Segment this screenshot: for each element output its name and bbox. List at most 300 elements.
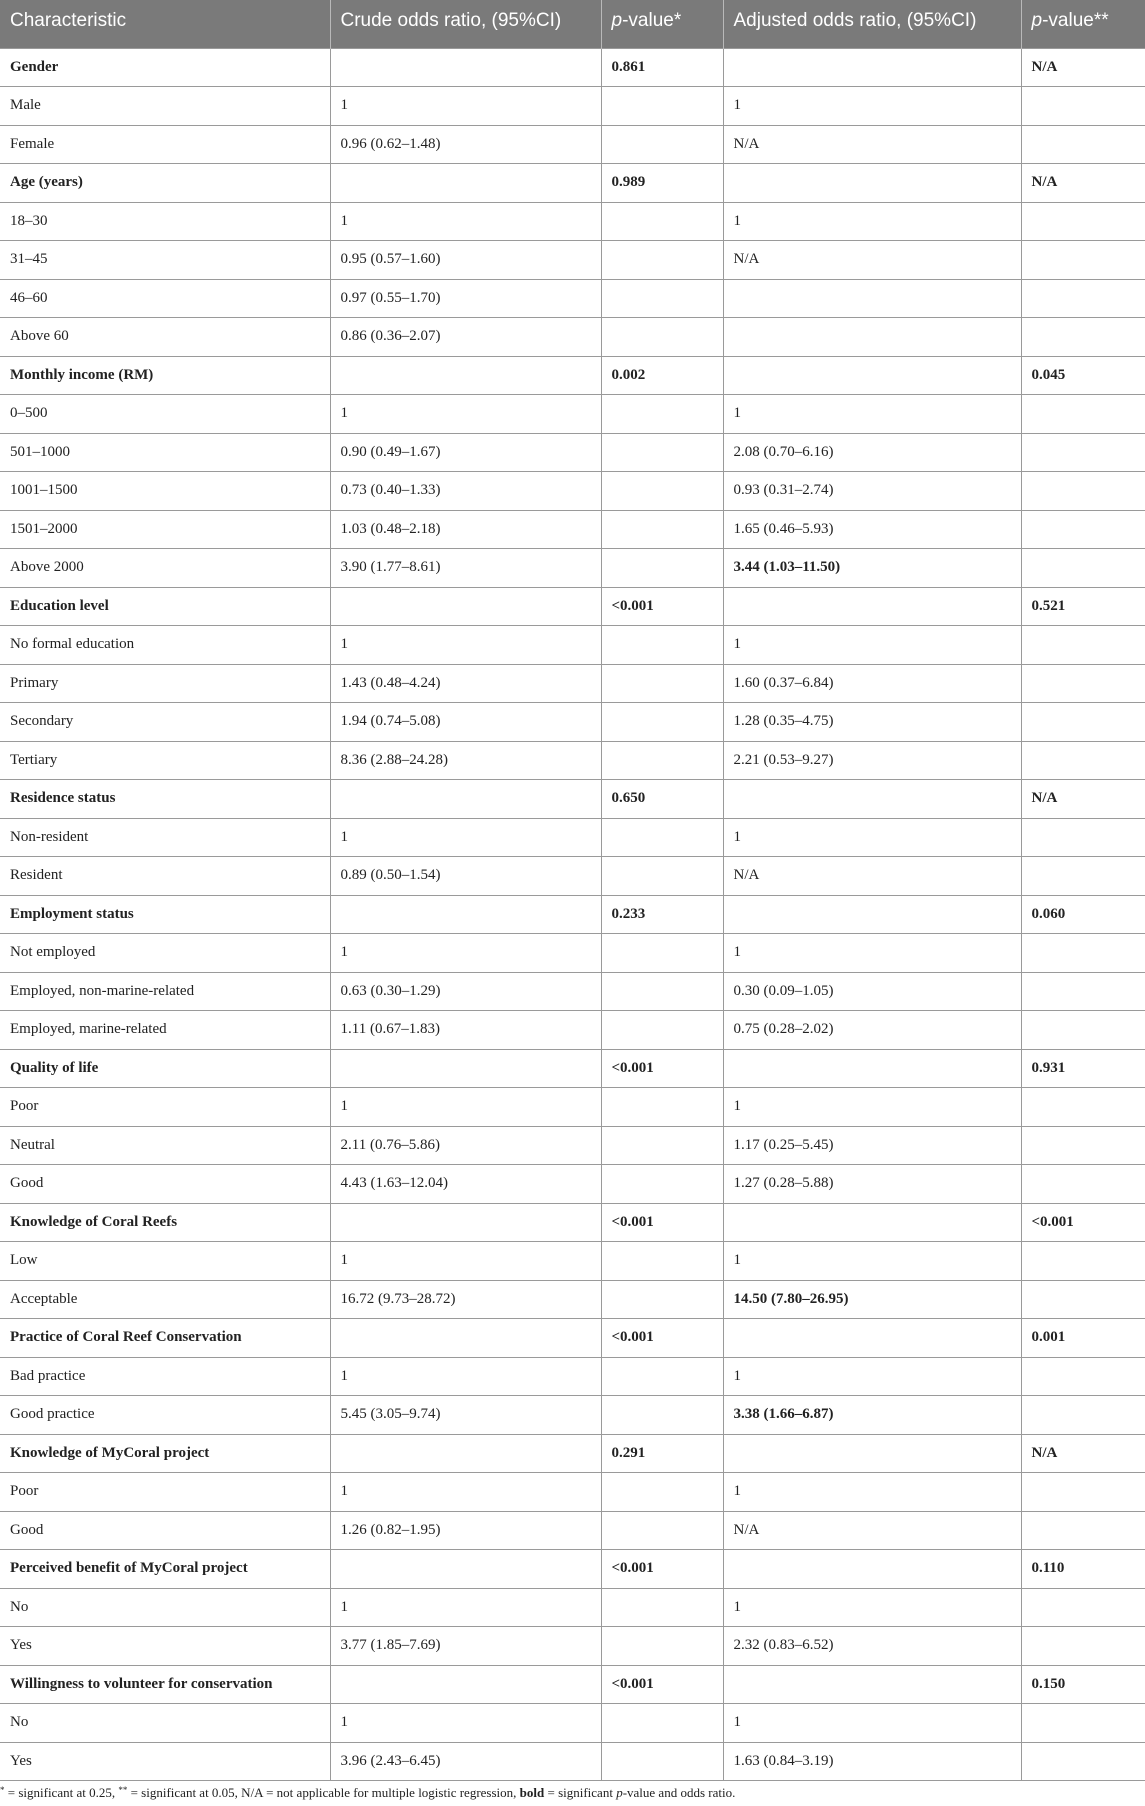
cell-p-value-crude xyxy=(601,1511,723,1550)
cell-characteristic xyxy=(0,1434,330,1473)
cell-crude-odds-ratio-text: 1 xyxy=(340,1483,348,1500)
cell-adjusted-odds-ratio-text: 1 xyxy=(733,212,741,229)
cell-p-value-adjusted-text: 0.521 xyxy=(1031,597,1066,614)
cell-crude-odds-ratio xyxy=(330,1126,601,1165)
table-row xyxy=(0,1627,1145,1666)
cell-crude-odds-ratio xyxy=(330,549,601,588)
table-group-row xyxy=(0,895,1145,934)
cell-p-value-adjusted-text: 0.931 xyxy=(1031,1059,1066,1076)
table-row xyxy=(0,1473,1145,1512)
cell-crude-odds-ratio xyxy=(330,1357,601,1396)
cell-crude-odds-ratio xyxy=(330,433,601,472)
cell-characteristic xyxy=(0,279,330,318)
cell-p-value-crude-text: 0.650 xyxy=(611,790,646,807)
cell-p-value-adjusted-text: <0.001 xyxy=(1031,1213,1074,1230)
cell-characteristic-text: No xyxy=(10,1598,29,1615)
cell-characteristic-text: Employed, marine-related xyxy=(10,1021,167,1038)
cell-crude-odds-ratio-text: 1 xyxy=(340,1252,348,1269)
table-row xyxy=(0,472,1145,511)
cell-adjusted-odds-ratio-text: 2.21 (0.53–9.27) xyxy=(733,751,834,768)
cell-p-value-adjusted-text: 0.060 xyxy=(1031,905,1066,922)
cell-adjusted-odds-ratio xyxy=(723,626,1021,665)
cell-characteristic xyxy=(0,472,330,511)
cell-adjusted-odds-ratio xyxy=(723,1319,1021,1358)
cell-p-value-adjusted xyxy=(1021,1742,1145,1781)
cell-adjusted-odds-ratio-text: 1 xyxy=(733,636,741,653)
cell-characteristic-text: Employed, non-marine-related xyxy=(10,982,195,999)
cell-p-value-crude-text: <0.001 xyxy=(611,1675,654,1692)
cell-crude-odds-ratio-text: 5.45 (3.05–9.74) xyxy=(340,1406,441,1423)
cell-crude-odds-ratio xyxy=(330,1627,601,1666)
cell-adjusted-odds-ratio xyxy=(723,1704,1021,1743)
cell-p-value-adjusted xyxy=(1021,1396,1145,1435)
cell-adjusted-odds-ratio xyxy=(723,1550,1021,1589)
cell-characteristic xyxy=(0,433,330,472)
cell-crude-odds-ratio xyxy=(330,125,601,164)
cell-characteristic-text: Residence status xyxy=(10,790,116,807)
cell-p-value-adjusted xyxy=(1021,1011,1145,1050)
cell-characteristic xyxy=(0,48,330,87)
cell-characteristic xyxy=(0,703,330,742)
cell-p-value-crude xyxy=(601,48,723,87)
cell-adjusted-odds-ratio-text: 1 xyxy=(733,1483,741,1500)
cell-adjusted-odds-ratio-text: N/A xyxy=(733,251,760,268)
cell-characteristic xyxy=(0,87,330,126)
cell-characteristic xyxy=(0,125,330,164)
cell-p-value-crude xyxy=(601,1473,723,1512)
cell-adjusted-odds-ratio xyxy=(723,703,1021,742)
cell-p-value-crude-text: <0.001 xyxy=(611,1560,654,1577)
cell-p-value-adjusted xyxy=(1021,125,1145,164)
cell-adjusted-odds-ratio-text: 1.60 (0.37–6.84) xyxy=(733,674,834,691)
cell-crude-odds-ratio xyxy=(330,1434,601,1473)
cell-p-value-crude xyxy=(601,1434,723,1473)
cell-characteristic xyxy=(0,1473,330,1512)
cell-p-value-crude xyxy=(601,279,723,318)
table-body xyxy=(0,48,1145,1781)
cell-p-value-adjusted xyxy=(1021,780,1145,819)
cell-crude-odds-ratio xyxy=(330,972,601,1011)
cell-crude-odds-ratio-text: 3.77 (1.85–7.69) xyxy=(340,1637,441,1654)
cell-characteristic-text: Practice of Coral Reef Conservation xyxy=(10,1329,242,1346)
cell-characteristic-text: Good practice xyxy=(10,1406,95,1423)
cell-p-value-adjusted xyxy=(1021,1126,1145,1165)
cell-p-value-crude xyxy=(601,972,723,1011)
cell-adjusted-odds-ratio xyxy=(723,48,1021,87)
cell-characteristic xyxy=(0,972,330,1011)
table-row xyxy=(0,279,1145,318)
table-row xyxy=(0,1511,1145,1550)
cell-crude-odds-ratio xyxy=(330,395,601,434)
cell-p-value-adjusted xyxy=(1021,934,1145,973)
cell-p-value-adjusted xyxy=(1021,433,1145,472)
cell-crude-odds-ratio xyxy=(330,164,601,203)
cell-adjusted-odds-ratio-text: 0.93 (0.31–2.74) xyxy=(733,482,834,499)
table-header xyxy=(0,0,1145,48)
cell-characteristic xyxy=(0,895,330,934)
cell-characteristic xyxy=(0,1742,330,1781)
cell-characteristic-text: 31–45 xyxy=(10,251,48,268)
cell-p-value-crude-text: <0.001 xyxy=(611,1059,654,1076)
cell-adjusted-odds-ratio-text: 1.27 (0.28–5.88) xyxy=(733,1175,834,1192)
cell-p-value-crude xyxy=(601,934,723,973)
cell-adjusted-odds-ratio xyxy=(723,1280,1021,1319)
cell-adjusted-odds-ratio-text: 1 xyxy=(733,1098,741,1115)
cell-crude-odds-ratio xyxy=(330,279,601,318)
cell-p-value-adjusted-text: N/A xyxy=(1031,1444,1058,1461)
cell-p-value-adjusted-text: 0.045 xyxy=(1031,366,1066,383)
cell-adjusted-odds-ratio-text: 0.75 (0.28–2.02) xyxy=(733,1021,834,1038)
table-row xyxy=(0,703,1145,742)
cell-characteristic xyxy=(0,780,330,819)
cell-characteristic xyxy=(0,202,330,241)
cell-adjusted-odds-ratio-text: 1 xyxy=(733,1714,741,1731)
cell-p-value-crude xyxy=(601,741,723,780)
table-row xyxy=(0,972,1145,1011)
cell-p-value-adjusted xyxy=(1021,472,1145,511)
table-row xyxy=(0,741,1145,780)
cell-p-value-crude-text: 0.291 xyxy=(611,1444,646,1461)
cell-p-value-crude xyxy=(601,1627,723,1666)
cell-crude-odds-ratio xyxy=(330,1588,601,1627)
cell-p-value-crude xyxy=(601,1665,723,1704)
cell-p-value-crude xyxy=(601,472,723,511)
cell-characteristic-text: Primary xyxy=(10,674,59,691)
cell-characteristic xyxy=(0,1627,330,1666)
cell-p-value-crude xyxy=(601,395,723,434)
cell-p-value-crude xyxy=(601,1165,723,1204)
cell-p-value-adjusted xyxy=(1021,1165,1145,1204)
cell-adjusted-odds-ratio xyxy=(723,1511,1021,1550)
cell-p-value-crude xyxy=(601,1011,723,1050)
cell-crude-odds-ratio-text: 1 xyxy=(340,1367,348,1384)
cell-crude-odds-ratio xyxy=(330,1088,601,1127)
cell-characteristic xyxy=(0,318,330,357)
cell-adjusted-odds-ratio-text: N/A xyxy=(733,867,760,884)
cell-crude-odds-ratio xyxy=(330,741,601,780)
cell-crude-odds-ratio xyxy=(330,664,601,703)
cell-crude-odds-ratio xyxy=(330,87,601,126)
cell-adjusted-odds-ratio-text: 2.32 (0.83–6.52) xyxy=(733,1637,834,1654)
cell-p-value-adjusted xyxy=(1021,1203,1145,1242)
cell-crude-odds-ratio-text: 1 xyxy=(340,636,348,653)
cell-crude-odds-ratio xyxy=(330,934,601,973)
cell-adjusted-odds-ratio xyxy=(723,1588,1021,1627)
cell-crude-odds-ratio-text: 0.90 (0.49–1.67) xyxy=(340,443,441,460)
cell-p-value-crude-text: 0.002 xyxy=(611,366,646,383)
cell-p-value-crude xyxy=(601,1242,723,1281)
header-p-italic: p xyxy=(1031,10,1043,31)
table-group-row xyxy=(0,356,1145,395)
footnote-text: = significant at 0.25, xyxy=(4,1785,119,1800)
cell-p-value-adjusted xyxy=(1021,1665,1145,1704)
cell-adjusted-odds-ratio xyxy=(723,857,1021,896)
cell-characteristic-text: Female xyxy=(10,135,55,152)
cell-characteristic-text: Quality of life xyxy=(10,1059,99,1076)
cell-characteristic xyxy=(0,1704,330,1743)
cell-p-value-crude xyxy=(601,1550,723,1589)
cell-adjusted-odds-ratio-text: N/A xyxy=(733,1521,760,1538)
cell-crude-odds-ratio-text: 1 xyxy=(340,1714,348,1731)
cell-crude-odds-ratio xyxy=(330,857,601,896)
cell-p-value-adjusted xyxy=(1021,395,1145,434)
cell-crude-odds-ratio-text: 1 xyxy=(340,1098,348,1115)
cell-crude-odds-ratio xyxy=(330,1165,601,1204)
cell-p-value-adjusted xyxy=(1021,356,1145,395)
cell-p-value-adjusted xyxy=(1021,1319,1145,1358)
cell-characteristic-text: Resident xyxy=(10,867,63,884)
cell-adjusted-odds-ratio xyxy=(723,164,1021,203)
cell-adjusted-odds-ratio xyxy=(723,780,1021,819)
cell-characteristic xyxy=(0,241,330,280)
cell-p-value-crude xyxy=(601,1126,723,1165)
cell-adjusted-odds-ratio xyxy=(723,1011,1021,1050)
cell-p-value-adjusted xyxy=(1021,1550,1145,1589)
cell-p-value-adjusted xyxy=(1021,318,1145,357)
cell-crude-odds-ratio xyxy=(330,318,601,357)
cell-p-value-adjusted-text: N/A xyxy=(1031,790,1058,807)
cell-p-value-adjusted xyxy=(1021,741,1145,780)
cell-adjusted-odds-ratio-text: 2.08 (0.70–6.16) xyxy=(733,443,834,460)
table-row xyxy=(0,241,1145,280)
table-group-row xyxy=(0,1203,1145,1242)
cell-p-value-adjusted xyxy=(1021,1049,1145,1088)
cell-p-value-adjusted xyxy=(1021,1280,1145,1319)
cell-adjusted-odds-ratio xyxy=(723,1126,1021,1165)
cell-crude-odds-ratio-text: 0.63 (0.30–1.29) xyxy=(340,982,441,999)
cell-characteristic-text: Acceptable xyxy=(10,1290,78,1307)
cell-adjusted-odds-ratio-text: 1 xyxy=(733,97,741,114)
cell-adjusted-odds-ratio-text: 1 xyxy=(733,405,741,422)
cell-adjusted-odds-ratio xyxy=(723,549,1021,588)
cell-characteristic-text: Above 60 xyxy=(10,328,69,345)
cell-adjusted-odds-ratio xyxy=(723,1242,1021,1281)
cell-adjusted-odds-ratio xyxy=(723,318,1021,357)
cell-p-value-crude xyxy=(601,433,723,472)
cell-p-value-crude xyxy=(601,356,723,395)
cell-p-value-adjusted xyxy=(1021,664,1145,703)
cell-crude-odds-ratio-text: 1.43 (0.48–4.24) xyxy=(340,674,441,691)
cell-characteristic-text: Age (years) xyxy=(10,174,83,191)
cell-p-value-adjusted-text: 0.001 xyxy=(1031,1329,1066,1346)
cell-characteristic xyxy=(0,587,330,626)
cell-adjusted-odds-ratio-text: 1.63 (0.84–3.19) xyxy=(733,1752,834,1769)
cell-adjusted-odds-ratio xyxy=(723,395,1021,434)
cell-adjusted-odds-ratio xyxy=(723,202,1021,241)
cell-adjusted-odds-ratio xyxy=(723,433,1021,472)
table-row xyxy=(0,1280,1145,1319)
cell-adjusted-odds-ratio-text: 0.30 (0.09–1.05) xyxy=(733,982,834,999)
cell-crude-odds-ratio-text: 1.03 (0.48–2.18) xyxy=(340,520,441,537)
cell-adjusted-odds-ratio-text: 1.17 (0.25–5.45) xyxy=(733,1136,834,1153)
cell-characteristic xyxy=(0,1242,330,1281)
cell-p-value-crude xyxy=(601,549,723,588)
cell-p-value-crude xyxy=(601,664,723,703)
cell-p-value-crude xyxy=(601,1704,723,1743)
cell-p-value-adjusted xyxy=(1021,48,1145,87)
cell-adjusted-odds-ratio-text: 1 xyxy=(733,1367,741,1384)
table-row xyxy=(0,202,1145,241)
cell-p-value-adjusted xyxy=(1021,818,1145,857)
cell-p-value-adjusted xyxy=(1021,549,1145,588)
cell-crude-odds-ratio xyxy=(330,48,601,87)
cell-p-value-crude xyxy=(601,87,723,126)
cell-adjusted-odds-ratio xyxy=(723,472,1021,511)
header-p-suffix: -value** xyxy=(1042,10,1109,31)
cell-characteristic xyxy=(0,356,330,395)
table-row xyxy=(0,1126,1145,1165)
cell-p-value-crude xyxy=(601,202,723,241)
cell-adjusted-odds-ratio-text: 1.28 (0.35–4.75) xyxy=(733,713,834,730)
cell-characteristic-text: Employment status xyxy=(10,905,134,922)
cell-p-value-crude xyxy=(601,1280,723,1319)
cell-crude-odds-ratio xyxy=(330,1319,601,1358)
header-p-italic: p xyxy=(611,10,623,31)
cell-p-value-crude xyxy=(601,1203,723,1242)
cell-characteristic-text: 18–30 xyxy=(10,212,48,229)
cell-p-value-crude xyxy=(601,125,723,164)
cell-characteristic-text: Not employed xyxy=(10,944,96,961)
cell-adjusted-odds-ratio xyxy=(723,279,1021,318)
cell-crude-odds-ratio-text: 4.43 (1.63–12.04) xyxy=(340,1175,448,1192)
table-row xyxy=(0,549,1145,588)
cell-characteristic-text: 1001–1500 xyxy=(10,482,78,499)
cell-crude-odds-ratio xyxy=(330,472,601,511)
cell-adjusted-odds-ratio xyxy=(723,1665,1021,1704)
cell-characteristic-text: 501–1000 xyxy=(10,443,70,460)
cell-characteristic-text: Bad practice xyxy=(10,1367,86,1384)
cell-characteristic-text: Perceived benefit of MyCoral project xyxy=(10,1560,248,1577)
cell-characteristic xyxy=(0,626,330,665)
cell-p-value-adjusted xyxy=(1021,1588,1145,1627)
cell-crude-odds-ratio xyxy=(330,1280,601,1319)
cell-characteristic-text: Secondary xyxy=(10,713,74,730)
cell-crude-odds-ratio xyxy=(330,202,601,241)
cell-characteristic xyxy=(0,1280,330,1319)
cell-adjusted-odds-ratio xyxy=(723,895,1021,934)
table-row xyxy=(0,1242,1145,1281)
table-group-row xyxy=(0,1665,1145,1704)
cell-crude-odds-ratio-text: 1 xyxy=(340,97,348,114)
cell-crude-odds-ratio-text: 1.26 (0.82–1.95) xyxy=(340,1521,441,1538)
cell-p-value-crude xyxy=(601,241,723,280)
cell-p-value-crude-text: 0.989 xyxy=(611,174,646,191)
cell-adjusted-odds-ratio-text: 1 xyxy=(733,944,741,961)
cell-crude-odds-ratio xyxy=(330,895,601,934)
cell-characteristic xyxy=(0,1588,330,1627)
cell-adjusted-odds-ratio xyxy=(723,1088,1021,1127)
cell-p-value-adjusted xyxy=(1021,1434,1145,1473)
cell-crude-odds-ratio xyxy=(330,1049,601,1088)
table-group-row xyxy=(0,1550,1145,1589)
cell-crude-odds-ratio-text: 1.94 (0.74–5.08) xyxy=(340,713,441,730)
header-row xyxy=(0,0,1145,48)
cell-characteristic xyxy=(0,164,330,203)
table-row xyxy=(0,1011,1145,1050)
cell-p-value-adjusted-text: 0.110 xyxy=(1031,1560,1065,1577)
table-row xyxy=(0,1704,1145,1743)
cell-characteristic-text: Poor xyxy=(10,1483,39,1500)
cell-p-value-crude xyxy=(601,626,723,665)
cell-p-value-crude xyxy=(601,1742,723,1781)
cell-p-value-adjusted xyxy=(1021,587,1145,626)
cell-characteristic-text: Knowledge of MyCoral project xyxy=(10,1444,210,1461)
cell-characteristic-text: 46–60 xyxy=(10,289,48,306)
cell-adjusted-odds-ratio xyxy=(723,125,1021,164)
table-footnote xyxy=(0,1785,1145,1801)
cell-characteristic xyxy=(0,664,330,703)
cell-adjusted-odds-ratio xyxy=(723,241,1021,280)
cell-p-value-crude-text: <0.001 xyxy=(611,1213,654,1230)
cell-p-value-crude xyxy=(601,1357,723,1396)
table-row xyxy=(0,395,1145,434)
cell-characteristic-text: 0–500 xyxy=(10,405,48,422)
cell-crude-odds-ratio xyxy=(330,780,601,819)
cell-adjusted-odds-ratio-text: 1 xyxy=(733,1252,741,1269)
table-row xyxy=(0,1357,1145,1396)
cell-crude-odds-ratio-text: 0.97 (0.55–1.70) xyxy=(340,289,441,306)
cell-p-value-adjusted xyxy=(1021,510,1145,549)
cell-p-value-crude xyxy=(601,780,723,819)
cell-characteristic xyxy=(0,1665,330,1704)
cell-crude-odds-ratio xyxy=(330,1396,601,1435)
cell-p-value-crude xyxy=(601,318,723,357)
cell-characteristic-text: No xyxy=(10,1714,29,1731)
cell-p-value-adjusted xyxy=(1021,626,1145,665)
cell-adjusted-odds-ratio xyxy=(723,356,1021,395)
header-p-suffix: -value* xyxy=(622,10,682,31)
table-row xyxy=(0,1165,1145,1204)
cell-crude-odds-ratio-text: 0.73 (0.40–1.33) xyxy=(340,482,441,499)
cell-crude-odds-ratio xyxy=(330,1511,601,1550)
cell-adjusted-odds-ratio-text: N/A xyxy=(733,135,760,152)
cell-p-value-adjusted-text: N/A xyxy=(1031,58,1058,75)
cell-p-value-crude xyxy=(601,164,723,203)
cell-characteristic xyxy=(0,1203,330,1242)
cell-p-value-adjusted xyxy=(1021,1473,1145,1512)
cell-adjusted-odds-ratio-text: 1.65 (0.46–5.93) xyxy=(733,520,834,537)
cell-crude-odds-ratio xyxy=(330,587,601,626)
cell-p-value-adjusted-text: 0.150 xyxy=(1031,1675,1066,1692)
cell-crude-odds-ratio-text: 1 xyxy=(340,828,348,845)
cell-adjusted-odds-ratio-text: 3.44 (1.03–11.50) xyxy=(733,559,841,576)
table-group-row xyxy=(0,780,1145,819)
table-row xyxy=(0,626,1145,665)
cell-characteristic-text: Good xyxy=(10,1521,44,1538)
cell-p-value-adjusted xyxy=(1021,1704,1145,1743)
cell-p-value-crude xyxy=(601,857,723,896)
cell-adjusted-odds-ratio xyxy=(723,1203,1021,1242)
cell-p-value-adjusted xyxy=(1021,1357,1145,1396)
table-row xyxy=(0,857,1145,896)
table-row xyxy=(0,125,1145,164)
cell-crude-odds-ratio xyxy=(330,1242,601,1281)
cell-crude-odds-ratio xyxy=(330,1203,601,1242)
cell-crude-odds-ratio-text: 0.95 (0.57–1.60) xyxy=(340,251,441,268)
table-row xyxy=(0,1396,1145,1435)
cell-characteristic xyxy=(0,934,330,973)
cell-characteristic xyxy=(0,1126,330,1165)
cell-p-value-crude xyxy=(601,818,723,857)
cell-crude-odds-ratio-text: 0.89 (0.50–1.54) xyxy=(340,867,441,884)
cell-characteristic-text: Non-resident xyxy=(10,828,89,845)
cell-adjusted-odds-ratio xyxy=(723,1165,1021,1204)
cell-adjusted-odds-ratio xyxy=(723,1434,1021,1473)
cell-crude-odds-ratio-text: 0.96 (0.62–1.48) xyxy=(340,135,441,152)
table-row xyxy=(0,818,1145,857)
table-row xyxy=(0,934,1145,973)
cell-characteristic-text: Above 2000 xyxy=(10,559,84,576)
